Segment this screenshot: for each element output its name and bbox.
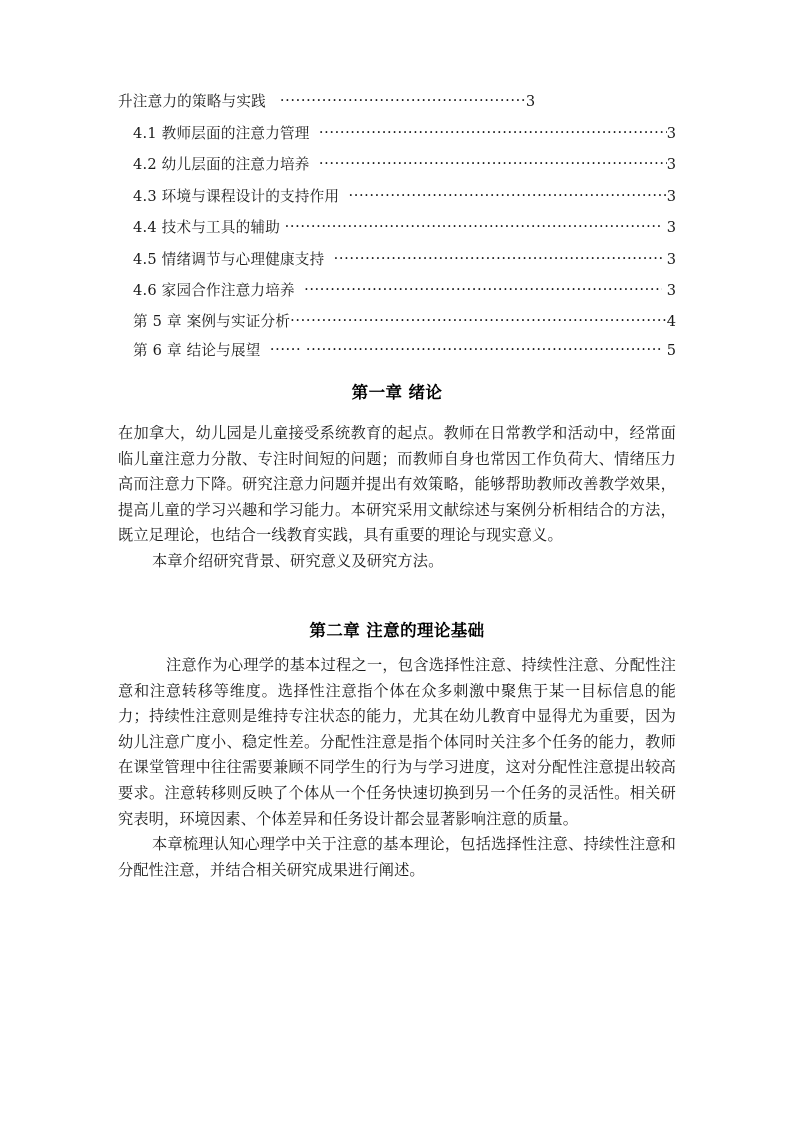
toc-entry-label: 第 5 章 案例与实证分析 bbox=[133, 312, 291, 330]
toc-entry-label: 4.2 幼儿层面的注意力培养 bbox=[133, 156, 310, 173]
toc-entry-gap bbox=[339, 181, 348, 213]
spacer bbox=[118, 404, 676, 421]
toc-entry-label: 4.4 技术与工具的辅助 bbox=[133, 219, 280, 236]
toc-entry[interactable] bbox=[118, 275, 676, 307]
toc-entry[interactable] bbox=[118, 149, 676, 181]
toc-entry-gap bbox=[310, 149, 319, 181]
chapter-two-heading: 第二章 注意的理论基础 bbox=[309, 621, 485, 640]
toc-entry-page: 3 bbox=[666, 156, 676, 173]
toc-entry-page: 3 bbox=[666, 282, 676, 299]
toc-entry-label: 升注意力的策略与实践 bbox=[118, 93, 266, 110]
chapter-two bbox=[118, 620, 676, 883]
toc-dot-leader bbox=[319, 148, 667, 180]
chapter-two-paragraph-2: 本章梳理认知心理学中关于注意的基本理论，包括选择性注意、持续性注意和分配性注意，并结合相关研究成果进行阐述。 bbox=[118, 835, 676, 879]
toc-entry[interactable] bbox=[118, 181, 676, 213]
toc-dot-leader bbox=[285, 211, 662, 243]
toc-dot-leader bbox=[319, 117, 667, 149]
toc-entry-gap bbox=[261, 336, 270, 365]
toc-dot-leader bbox=[348, 180, 666, 212]
toc-entry-page: 3 bbox=[666, 187, 676, 205]
toc-dot-leader bbox=[290, 306, 667, 335]
toc-entry-label: 4.1 教师层面的注意力管理 bbox=[133, 124, 310, 142]
toc-entry-label: 4.5 情绪调节与心理健康支持 bbox=[133, 250, 325, 268]
chapter-one-paragraph-2: 本章介绍研究背景、研究意义及研究方法。 bbox=[152, 551, 444, 570]
spacer bbox=[118, 642, 676, 653]
toc-dot-leader bbox=[304, 274, 662, 306]
toc-entry-page: 3 bbox=[666, 219, 676, 236]
toc-entry-page: 5 bbox=[666, 341, 676, 359]
toc-entry-page: 3 bbox=[666, 250, 676, 268]
toc-entry-page: 3 bbox=[666, 124, 676, 142]
toc-entry-page: 4 bbox=[666, 312, 676, 330]
toc-entry[interactable] bbox=[118, 336, 676, 365]
toc-dot-leader-segment: ······ bbox=[269, 340, 302, 358]
chapter-two-paragraph-1: 注意作为心理学的基本过程之一，包含选择性注意、持续性注意、分配性注意和注意转移等维度。选择性注意指个体在众多刺激中聚焦于某一目标信息的能力；持续性注意则是维持专注状态的能力，尤其在幼儿教育中显得尤为重要，因为幼儿注意广度小、稳定性差。分配性注意是指个体同时关注多个任务的能力，教师在课堂管理中往往需要兼顾不同学生的行为与学习进度，这对分配性注意提出较高要求。注意转移则反映了个体从一个任务快速切换到另一个任务的灵活性。相关研究表明，环境因素、个体差异和任务设计都会显著影响注意的质量。 bbox=[118, 656, 676, 828]
toc-entry[interactable] bbox=[118, 212, 676, 244]
chapter-one-heading: 第一章 绪论 bbox=[351, 383, 443, 402]
table-of-contents bbox=[118, 86, 676, 365]
toc-entry-page: 3 bbox=[525, 93, 536, 110]
toc-dot-leader bbox=[334, 243, 662, 275]
toc-dot-leader bbox=[306, 335, 662, 364]
toc-entry[interactable] bbox=[118, 307, 676, 336]
toc-entry-gap bbox=[310, 118, 319, 150]
toc-entry-gap bbox=[324, 244, 333, 276]
toc-entry[interactable] bbox=[118, 86, 676, 118]
toc-entry-label: 4.3 环境与课程设计的支持作用 bbox=[133, 187, 340, 205]
toc-entry-gap bbox=[266, 86, 280, 118]
chapter-one bbox=[118, 382, 676, 575]
toc-dot-leader bbox=[280, 85, 526, 117]
toc-entry-gap bbox=[295, 275, 304, 307]
toc-entry-label: 第 6 章 结论与展望 bbox=[133, 341, 261, 359]
toc-entry[interactable] bbox=[118, 118, 676, 150]
toc-entry[interactable] bbox=[118, 244, 676, 276]
chapter-one-paragraph-1: 在加拿大，幼儿园是儿童接受系统教育的起点。教师在日常教学和活动中，经常面临儿童注意力分散、专注时间短的问题；而教师自身也常因工作负荷大、情绪压力高而注意力下降。研究注意力问题并提出有效策略，能够帮助教师改善教学效果，提高儿童的学习兴趣和学习能力。本研究采用文献综述与案例分析相结合的方法，既立足理论，也结合一线教育实践，具有重要的理论与现实意义。 bbox=[118, 424, 676, 545]
toc-entry-label: 4.6 家园合作注意力培养 bbox=[133, 282, 295, 299]
